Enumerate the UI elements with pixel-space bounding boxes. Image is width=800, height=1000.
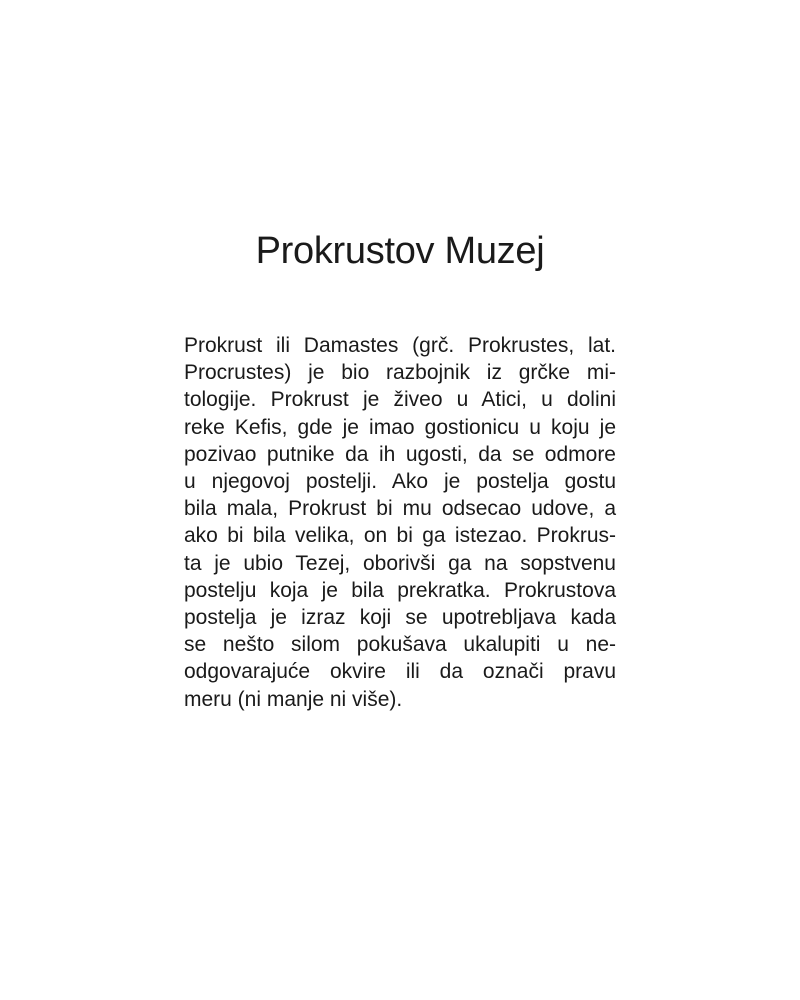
page-title: Prokrustov Muzej: [255, 230, 545, 272]
paragraph-line: ako bi bila velika, on bi ga istezao. Prokrus-: [184, 524, 616, 548]
paragraph-line: odgovarajuće okvire ili da označi pravu: [184, 660, 616, 684]
paragraph-line: Procrustes) je bio razbojnik iz grčke mi-: [184, 361, 616, 385]
paragraph-line: Prokrust ili Damastes (grč. Prokrustes, lat.: [184, 334, 616, 357]
paragraph-line: meru (ni manje ni više).: [184, 687, 403, 711]
paragraph-line: tologije. Prokrust je živeo u Atici, u dolini: [184, 388, 616, 412]
paragraph-line: postelju koja je bila prekratka. Prokrustova: [184, 578, 616, 602]
body-paragraph: [184, 332, 616, 713]
paragraph-line: postelja je izraz koji se upotrebljava kada: [184, 606, 616, 630]
paragraph-line: pozivao putnike da ih ugosti, da se odmore: [184, 442, 616, 466]
paragraph-line: bila mala, Prokrust bi mu odsecao udove, a: [184, 497, 616, 521]
paragraph-line: ta je ubio Tezej, oborivši ga na sopstvenu: [184, 551, 616, 575]
paragraph-line: u njegovoj postelji. Ako je postelja gostu: [184, 470, 616, 494]
paragraph-line: reke Kefis, gde je imao gostionicu u koju je: [184, 415, 616, 439]
paragraph-line: se nešto silom pokušava ukalupiti u ne-: [184, 633, 616, 657]
